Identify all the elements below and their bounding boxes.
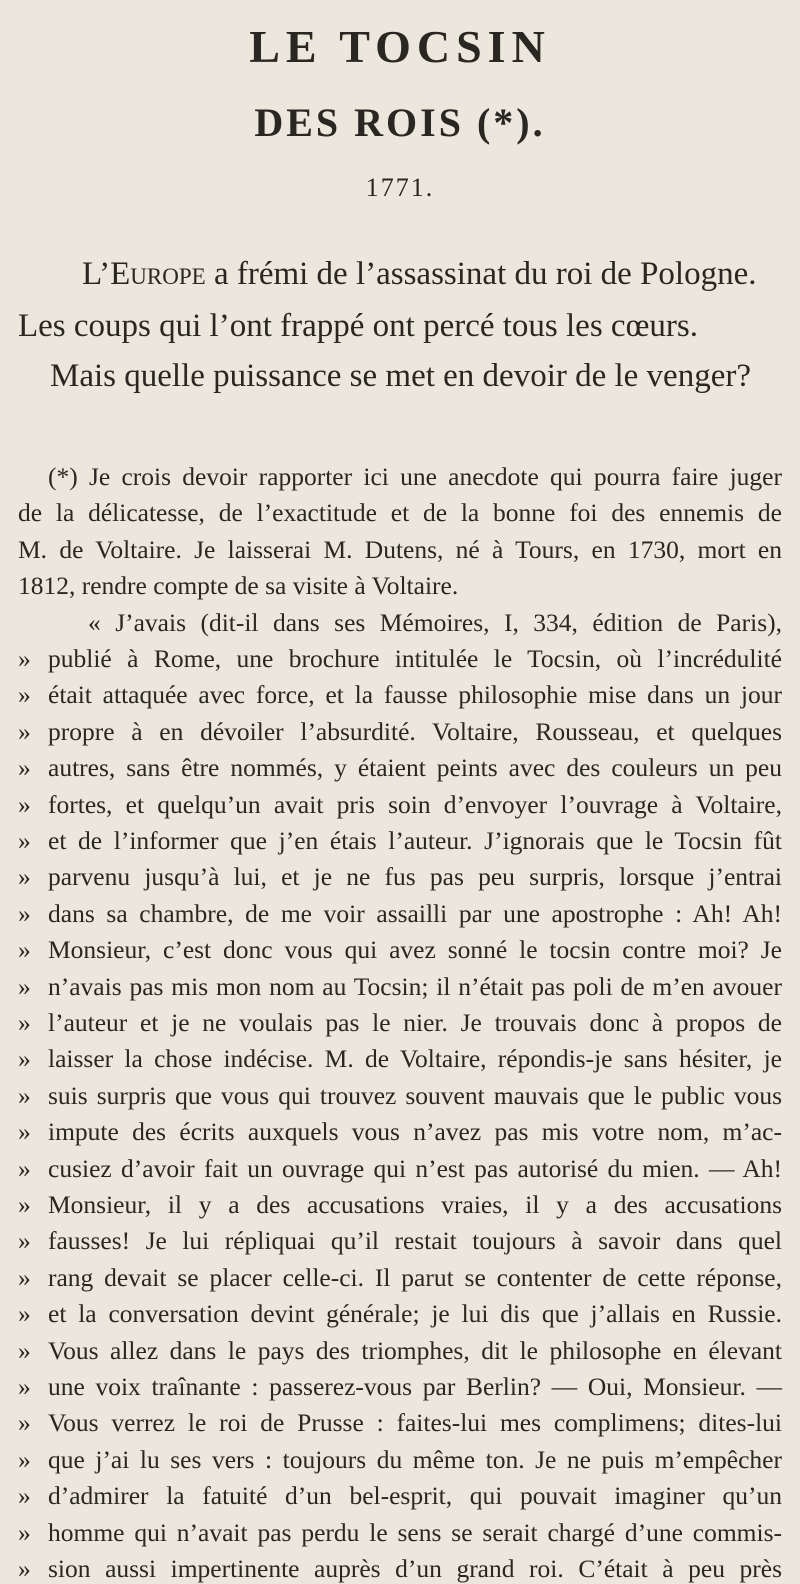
quote-mark: » <box>18 644 31 673</box>
quote-mark: » <box>18 1444 31 1474</box>
quote-mark: » <box>18 1517 31 1547</box>
footnote-line: Vous allez dans le pays des triomphes, dit le philosophe en élevant <box>48 1335 782 1365</box>
poem-line-1-first-word: L’Europe <box>82 256 206 292</box>
footnote-line: propre à en dévoiler l’absurdité. Voltaire, Rousseau, et quelques <box>48 716 782 746</box>
footnote-line: (*) Je crois devoir rapporter ici une anecdote qui pourra faire juger <box>48 462 782 491</box>
footnote-line: autres, sans être nommés, y étaient peints avec des couleurs un peu <box>48 753 782 783</box>
footnote-line: sion aussi impertinente auprès d’un grand roi. C’était à peu près <box>48 1554 782 1583</box>
footnote-line: suis surpris que vous qui trouvez souvent mauvais que le public vous <box>48 1080 782 1110</box>
poem-line-1-rest: a frémi de l’assassinat du roi de Pologne. <box>205 256 757 292</box>
quote-mark: » <box>18 1335 31 1365</box>
quote-mark: » <box>18 1117 31 1147</box>
footnote-line: fausses! Je lui répliquai qu’il restait toujours à savoir dans quel <box>48 1226 782 1256</box>
footnote-line: l’auteur et je ne voulais pas le nier. Je trouvais donc à propos de <box>48 1008 782 1037</box>
footnote-line: que j’ai lu ses vers : toujours du même ton. Je ne puis m’empêcher <box>48 1444 782 1474</box>
poem-line-1 <box>82 256 756 293</box>
footnote-line: n’avais pas mis mon nom au Tocsin; il n’était pas poli de m’en avouer <box>48 971 782 1001</box>
poem-line-2: Les coups qui l’ont frappé ont percé tous les cœurs. <box>18 308 698 344</box>
quote-mark: » <box>18 1153 31 1183</box>
quote-mark: » <box>18 1190 31 1219</box>
footnote-line: Monsieur, il y a des accusations vraies, il y a des accusations <box>48 1190 782 1219</box>
footnote-line: publié à Rome, une brochure intitulée le Tocsin, où l’incrédulité <box>48 644 782 673</box>
quote-mark: » <box>18 1554 31 1583</box>
footnote-line: d’admirer la fatuité d’un bel-esprit, qui pouvait imaginer qu’un <box>48 1481 782 1511</box>
quote-mark: » <box>18 1044 31 1074</box>
footnote-line: une voix traînante : passerez-vous par Berlin? — Oui, Monsieur. — <box>48 1372 782 1401</box>
footnote-line: parvenu jusqu’à lui, et je ne fus pas peu surpris, lorsque j’entrai <box>48 862 782 892</box>
quote-mark: » <box>18 935 31 965</box>
quote-mark: » <box>18 1080 31 1110</box>
footnote-line: Vous verrez le roi de Prusse : faites-lui mes complimens; dites-lui <box>48 1408 782 1438</box>
page-subtitle: DES ROIS (*). <box>254 100 546 145</box>
quote-mark: » <box>18 971 31 1001</box>
footnote-line: fortes, et quelqu’un avait pris soin d’envoyer l’ouvrage à Voltaire, <box>48 789 782 819</box>
quote-mark: » <box>18 862 31 892</box>
footnote-line: Monsieur, c’est donc vous qui avez sonné le tocsin contre moi? Je <box>48 935 782 965</box>
quote-mark: » <box>18 898 31 928</box>
quote-mark: » <box>18 1226 31 1256</box>
footnote-line: 1812, rendre compte de sa visite à Voltaire. <box>18 571 459 601</box>
footnote-line: de la délicatesse, de l’exactitude et de la bonne foi des ennemis de <box>18 498 782 528</box>
footnote-line: était attaquée avec force, et la fausse philosophie mise dans un jour <box>48 680 782 710</box>
quote-mark: » <box>18 826 31 855</box>
footnote-line: cusiez d’avoir fait un ouvrage qui n’est pas autorisé du mien. — Ah! <box>48 1153 782 1183</box>
footnote-line: et de l’informer que j’en étais l’auteur. J’ignorais que le Tocsin fût <box>48 826 782 855</box>
quote-mark: » <box>18 1408 31 1438</box>
quote-mark: » <box>18 1262 31 1292</box>
quote-mark: » <box>18 680 31 710</box>
footnote-line: homme qui n’avait pas perdu le sens se serait chargé d’une commis- <box>48 1517 782 1547</box>
quote-mark: » <box>18 1481 31 1511</box>
year-label: 1771. <box>365 173 435 202</box>
quote-mark: » <box>18 1008 31 1037</box>
footnote-line: rang devait se placer celle-ci. Il parut se contenter de cette réponse, <box>48 1262 782 1292</box>
poem-line-3: Mais quelle puissance se met en devoir de le venger? <box>50 358 751 394</box>
quote-mark: » <box>18 716 31 746</box>
footnote-line: et la conversation devint générale; je lui dis que j’allais en Russie. <box>48 1299 782 1329</box>
page-title: LE TOCSIN <box>249 21 551 72</box>
footnote-line: impute des écrits auxquels vous n’avez pas mis votre nom, m’ac- <box>48 1117 782 1147</box>
quote-mark: » <box>18 789 31 819</box>
footnote-line: laisser la chose indécise. M. de Voltaire, répondis-je sans hésiter, je <box>48 1044 782 1074</box>
quote-mark: » <box>18 1299 31 1329</box>
footnote-line: dans sa chambre, de me voir assailli par une apostrophe : Ah! Ah! <box>48 898 782 928</box>
footnote-line: « J’avais (dit-il dans ses Mémoires, I, 334, édition de Paris), <box>88 607 782 637</box>
footnote-line: M. de Voltaire. Je laisserai M. Dutens, né à Tours, en 1730, mort en <box>18 534 782 564</box>
quote-mark: » <box>18 753 31 783</box>
quote-mark: » <box>18 1372 31 1401</box>
